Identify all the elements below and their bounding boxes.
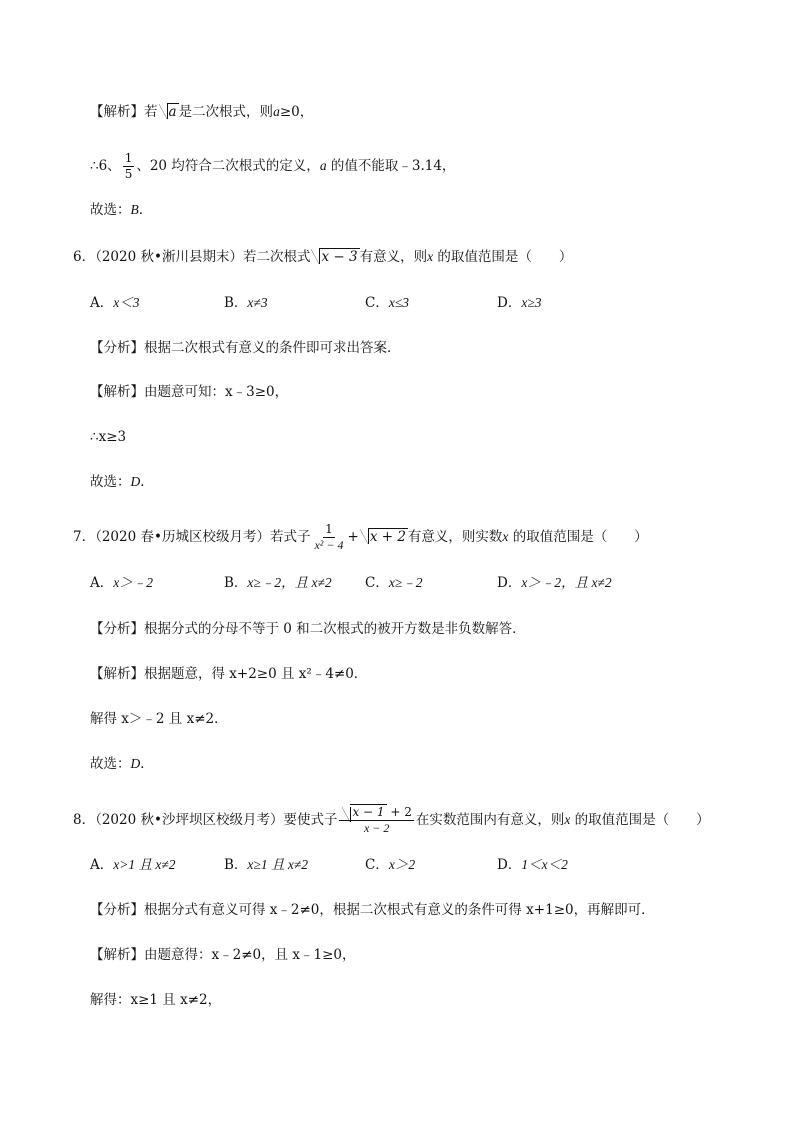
variable: x — [427, 249, 434, 264]
radicand: x − 3 — [321, 249, 358, 265]
denominator: 5 — [124, 167, 133, 181]
option-a: A．x＜3 — [90, 295, 140, 311]
variable: x — [564, 812, 571, 827]
text: 有意义，则 — [359, 249, 428, 265]
option-c: C．x≤3 — [365, 295, 409, 311]
option-a: A．x>1 且 x≠2 — [90, 857, 176, 873]
option-d: D．x≥3 — [497, 295, 542, 311]
text: 的取值范围是（ ） — [570, 812, 710, 828]
variable: a — [273, 104, 280, 119]
question-source: （2020 秋•淅川县期末） — [95, 249, 243, 265]
fraction — [339, 805, 413, 836]
text: 、20 均符合二次根式的定义， — [136, 158, 320, 174]
option-d: D．x＞﹣2，且 x≠2 — [497, 575, 612, 591]
answer-line — [90, 200, 152, 220]
text: 若式子 — [269, 529, 311, 545]
sqrt-expression — [342, 805, 386, 820]
question-7-stem — [73, 522, 648, 553]
variable: a — [319, 158, 327, 173]
text: 故选： — [90, 202, 131, 218]
question-8-solution: 【解析】由题意得：x﹣2≠0，且 x﹣1≥0， — [90, 947, 356, 963]
text: 是二次根式，则 — [178, 104, 274, 120]
text: 要使式子 — [283, 812, 338, 828]
fraction — [123, 151, 135, 182]
option-c: C．x＞2 — [365, 857, 416, 873]
question-6-solution: 【解析】由题意可知：x﹣3≥0， — [90, 384, 289, 400]
question-number: 6． — [73, 249, 96, 265]
denominator: x − 2 — [363, 821, 390, 835]
text: 在实数范围内有意义，则 — [415, 812, 565, 828]
question-source: （2020 春•历城区校级月考） — [95, 529, 270, 545]
question-7-analysis: 【分析】根据分式的分母不等于 0 和二次根式的被开方数是非负数解答． — [90, 621, 526, 637]
radicand: x − 1 — [352, 805, 385, 819]
option-b: B．x≠3 — [224, 295, 268, 311]
text: ≥0， — [279, 104, 314, 120]
sqrt-expression — [311, 247, 359, 267]
solution-tag: 【解析】 — [90, 104, 144, 120]
sqrt-expression — [159, 102, 179, 122]
text: + — [347, 529, 359, 545]
option-b: B．x≥﹣2，且 x≠2 — [224, 575, 332, 591]
text: 有意义，则实数 — [407, 529, 503, 545]
numerator: x − 1 + 2 — [339, 805, 413, 821]
option-d: D．1＜x＜2 — [497, 857, 568, 873]
sqrt-expression — [360, 527, 408, 547]
text: 若二次根式 — [242, 249, 311, 265]
option-b: B．x≥1 且 x≠2 — [224, 857, 308, 873]
text: 的取值范围是（ ） — [433, 249, 573, 265]
radicand: a — [168, 104, 177, 120]
radicand: x + 2 — [369, 529, 406, 545]
question-7-solution: 【解析】根据题意，得 x+2≥0 且 x²﹣4≠0． — [90, 666, 368, 682]
question-7-answer: 故选：D． — [90, 756, 154, 772]
question-source: （2020 秋•沙坪坝区校级月考） — [95, 812, 284, 828]
question-number: 8． — [73, 812, 96, 828]
question-6-answer: 故选：D． — [90, 474, 154, 490]
option-c: C．x≥﹣2 — [365, 575, 423, 591]
text: ． — [138, 202, 153, 218]
question-8-stem — [73, 805, 710, 836]
numerator: 1 — [325, 522, 333, 536]
text: ∴6、 — [90, 158, 121, 174]
denominator: x² − 4 — [314, 538, 344, 552]
question-number: 7． — [73, 529, 96, 545]
question-8-step: 解得：x≥1 且 x≠2， — [90, 992, 222, 1008]
numerator: 1 — [124, 151, 133, 165]
prev-solution-line — [90, 102, 313, 122]
text: 若 — [144, 104, 158, 120]
text: 的取值范围是（ ） — [508, 529, 648, 545]
question-7-step: 解得 x＞﹣2 且 x≠2． — [90, 711, 228, 727]
answer: B — [130, 202, 139, 217]
question-6-analysis: 【分析】根据二次根式有意义的条件即可求出答案． — [90, 340, 401, 356]
therefore-line — [90, 151, 455, 182]
question-6-step: ∴x≥3 — [90, 429, 127, 445]
question-6-stem — [73, 247, 572, 267]
question-8-analysis: 【分析】根据分式有意义可得 x﹣2≠0，根据二次根式有意义的条件可得 x+1≥0，再解即可． — [90, 902, 655, 918]
text: 的值不能取﹣3.14， — [326, 158, 456, 174]
variable: x — [502, 529, 509, 544]
fraction — [312, 522, 345, 553]
option-a: A．x＞﹣2 — [90, 575, 153, 591]
